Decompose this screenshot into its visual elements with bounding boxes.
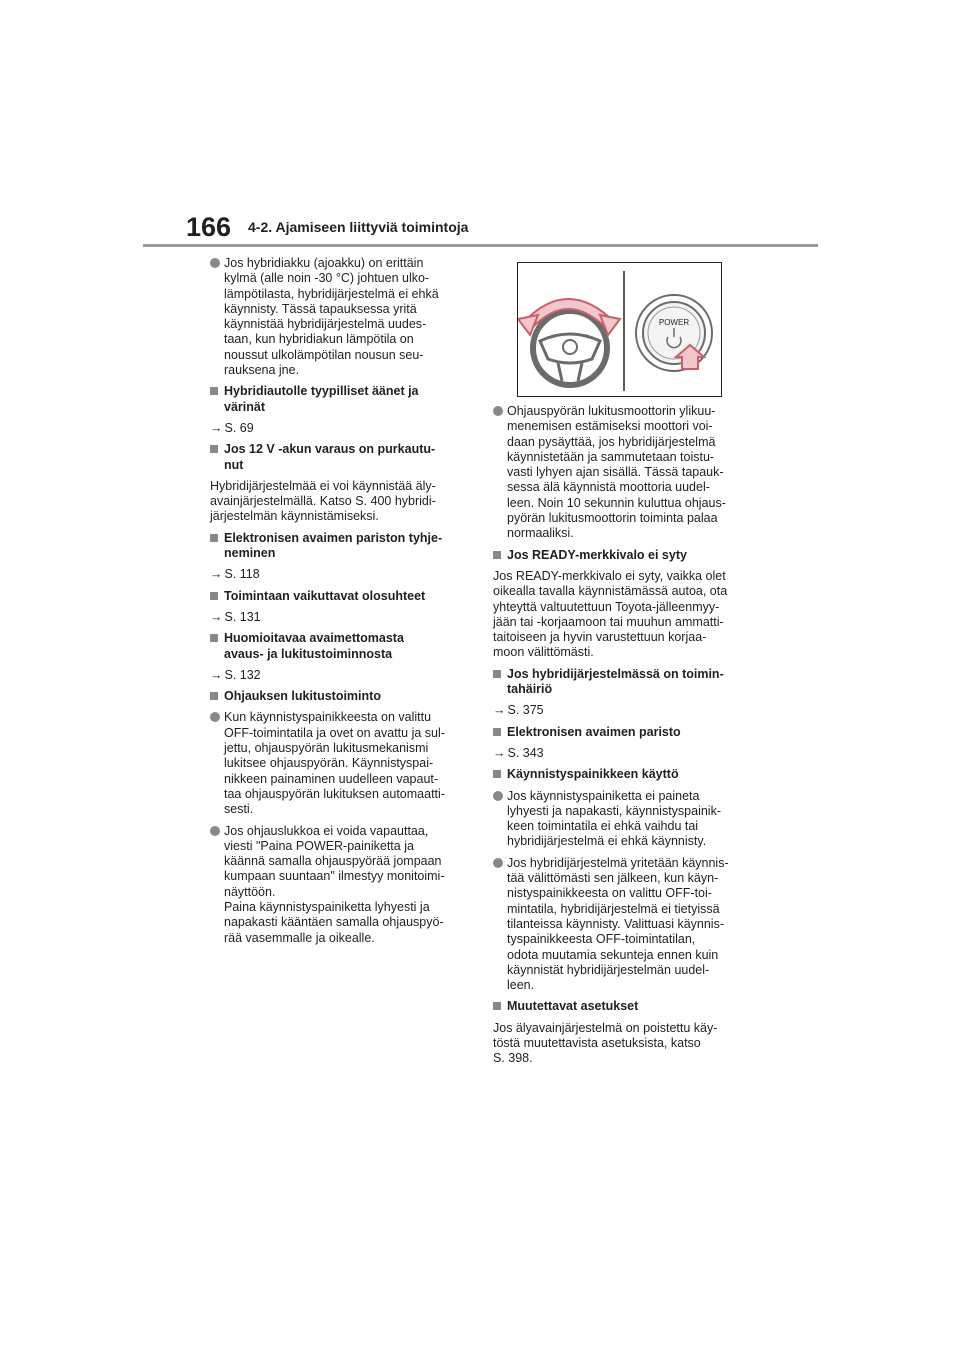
text-line: Toimintaan vaikuttavat olosuhteet [224, 588, 426, 603]
steering-power-illustration [517, 262, 722, 397]
heading-text [507, 725, 751, 740]
bullet-dot-icon [210, 258, 220, 268]
text-line: Jos hybridijärjestelmä yritetään käynnis- [507, 855, 729, 870]
subsection-heading [210, 689, 468, 704]
text-line: OFF-toimintatila ja ovet on avattu ja sul- [224, 725, 445, 740]
text-line: käännä samalla ohjauspyörää jompaan [224, 854, 442, 869]
text-line: Elektronisen avaimen pariston tyhje- [224, 530, 443, 545]
heading-text [224, 531, 468, 562]
text-line: Kun käynnistyspainikkeesta on valittu [224, 710, 432, 725]
text-line: moon välittömästi. [493, 645, 594, 660]
text-line: käynnistää hybridijärjestelmä uudes- [224, 317, 427, 332]
square-marker-icon [493, 670, 501, 678]
square-marker-icon [210, 387, 218, 395]
power-button-icon [636, 295, 712, 371]
arrow-icon: → [210, 420, 223, 435]
text-line: Jos käynnistyspainiketta ei paineta [507, 788, 700, 803]
square-marker-icon [210, 445, 218, 453]
text-line: Hybridijärjestelmää ei voi käynnistää äly- [210, 478, 436, 493]
text-line: tilanteissa käynnisty. Valittuasi käynnis- [507, 916, 724, 931]
text-line: käynnistetään ja sammutetaan toistu- [507, 449, 715, 464]
bullet-item [493, 404, 751, 542]
square-marker-icon [493, 1002, 501, 1010]
illustration-svg [518, 263, 721, 396]
text-line: menemisen estämiseksi moottori voi- [507, 419, 713, 434]
bullet-text [507, 789, 751, 850]
paragraph [493, 569, 751, 661]
text-line: tahäiriö [507, 682, 553, 697]
heading-text [224, 589, 468, 604]
text-line: Jos älyavainjärjestelmä on poistettu käy- [493, 1020, 718, 1035]
text-line: Jos READY-merkkivalo ei syty, vaikka olet [493, 568, 726, 583]
left-column [210, 256, 468, 952]
text-line: S. 398. [493, 1051, 533, 1066]
heading-text [507, 999, 751, 1014]
text-line: Jos hybridiakku (ajoakku) on erittäin [224, 256, 424, 270]
text-line: kylmä (alle noin -30 °C) johtuen ulko- [224, 271, 430, 286]
text-line: hybridijärjestelmä ei ehkä käynnisty. [507, 834, 707, 849]
arrow-icon: → [210, 567, 223, 582]
text-line: Paina käynnistyspainiketta lyhyesti ja [224, 899, 430, 914]
text-line: oikealla tavalla käynnistämässä autoa, ota [493, 584, 728, 599]
arrow-icon: → [210, 609, 223, 624]
text-line: käynnisty. Tässä tapauksessa yritä [224, 301, 417, 316]
right-column [493, 404, 751, 1073]
square-marker-icon [210, 534, 218, 542]
arrow-icon: → [493, 703, 506, 718]
text-line: Ohjauspyörän lukitusmoottorin ylikuu- [507, 404, 716, 418]
text-line: rauksena jne. [224, 363, 300, 378]
page-reference [210, 668, 468, 683]
subsection-heading [493, 725, 751, 740]
text-line: Jos 12 V -akun varaus on purkautu- [224, 442, 436, 457]
subsection-heading [210, 531, 468, 562]
text-line: mintatila, hybridijärjestelmä ei tietyissä [507, 901, 720, 916]
text-line: sesti. [224, 802, 254, 817]
bullet-item [210, 824, 468, 946]
subsection-heading [210, 384, 468, 415]
text-line: taan, kun hybridiakun lämpötila on [224, 332, 414, 347]
page-reference [210, 610, 468, 625]
reference-text: S. 131 [224, 609, 261, 624]
square-marker-icon [493, 551, 501, 559]
bullet-text [507, 856, 751, 994]
power-label: POWER [658, 318, 690, 327]
text-line: tyspainikkeesta OFF-toimintatilan, [507, 932, 696, 947]
text-line: lämpötilasta, hybridijärjestelmä ei ehkä [224, 286, 439, 301]
bullet-text [507, 404, 751, 542]
text-line: noussut ulkolämpötilan nousun seu- [224, 347, 424, 362]
text-line: Ohjauksen lukitustoiminto [224, 689, 381, 704]
bullet-item [210, 256, 468, 378]
subsection-heading [210, 589, 468, 604]
bullet-item [493, 789, 751, 850]
square-marker-icon [493, 770, 501, 778]
text-line: töstä muutettavista asetuksista, katso [493, 1035, 701, 1050]
text-line: järjestelmän käynnistämiseksi. [210, 509, 379, 524]
square-marker-icon [493, 728, 501, 736]
heading-text [224, 442, 468, 473]
bullet-dot-icon [493, 791, 503, 801]
heading-text [224, 631, 468, 662]
text-line: taitoiseen ja hyvin varustettuun korjaa- [493, 630, 707, 645]
reference-text: S. 343 [507, 745, 544, 760]
header-rule [143, 244, 818, 247]
bullet-text [224, 710, 468, 817]
bullet-dot-icon [210, 826, 220, 836]
text-line: leen. Noin 10 sekunnin kuluttua ohjaus- [507, 495, 726, 510]
heading-text [507, 667, 751, 698]
text-line: pyörän lukitusmoottorin toiminta palaa [507, 511, 718, 526]
subsection-heading [493, 667, 751, 698]
bullet-dot-icon [493, 406, 503, 416]
text-line: daan pysäyttää, jos hybridijärjestelmä [507, 434, 716, 449]
text-line: värinät [224, 399, 265, 414]
reference-text: S. 118 [224, 567, 260, 582]
text-line: taa ohjauspyörän lukituksen automaatti- [224, 786, 445, 801]
bullet-dot-icon [210, 712, 220, 722]
text-line: keen toimintatila ei ehkä vaihdu tai [507, 819, 699, 834]
page-reference [493, 703, 751, 718]
text-line: Elektronisen avaimen paristo [507, 724, 681, 739]
page-reference [210, 421, 468, 436]
square-marker-icon [210, 692, 218, 700]
text-line: Käynnistyspainikkeen käyttö [507, 767, 679, 782]
page-reference [493, 746, 751, 761]
text-line: viesti "Paina POWER-painiketta ja [224, 838, 414, 853]
text-line: yhteyttä valtuutettuun Toyota-jälleenmyy- [493, 599, 720, 614]
text-line: odota muutamia sekunteja ennen kuin [507, 947, 719, 962]
text-line: tää välittömästi sen jälkeen, kun käyn- [507, 871, 719, 886]
arrow-icon: → [210, 667, 223, 682]
text-line: nikkeen painaminen uudelleen vapaut- [224, 771, 439, 786]
arrow-icon: → [493, 745, 506, 760]
page-reference [210, 567, 468, 582]
heading-text [224, 689, 468, 704]
text-line: lyhyesti ja napakasti, käynnistyspainik- [507, 803, 721, 818]
section-title: 4-2. Ajamiseen liittyviä toimintoja [248, 219, 469, 235]
bullet-item [210, 710, 468, 817]
text-line: Jos READY-merkkivalo ei syty [507, 547, 687, 562]
text-line: Jos ohjauslukkoa ei voida vapauttaa, [224, 823, 429, 838]
text-line: kumpaan suuntaan" ilmestyy monitoimi- [224, 869, 445, 884]
heading-text [224, 384, 468, 415]
text-line: lukitsee ohjauspyörän. Käynnistyspai- [224, 756, 434, 771]
bullet-dot-icon [493, 858, 503, 868]
heading-text [507, 548, 751, 563]
text-line: vasti lyhyen ajan sisällä. Tässä tapauk- [507, 465, 724, 480]
text-line: näyttöön. [224, 884, 276, 899]
reference-text: S. 69 [224, 420, 254, 435]
text-line: neminen [224, 546, 276, 561]
steering-wheel-icon [533, 311, 607, 385]
bullet-item [493, 856, 751, 994]
text-line: avaus- ja lukitustoiminnosta [224, 646, 393, 661]
text-line: leen. [507, 978, 535, 993]
text-line: käynnistät hybridijärjestelmän uudel- [507, 962, 710, 977]
text-line: nistyspainikkeesta on valittu OFF-toi- [507, 886, 712, 901]
text-line: Jos hybridijärjestelmässä on toimin- [507, 666, 724, 681]
heading-text [507, 767, 751, 782]
text-line: sessa älä käynnistä moottoria uudel- [507, 480, 710, 495]
text-line: Huomioitavaa avaimettomasta [224, 631, 404, 646]
page-number: 166 [186, 212, 232, 242]
paragraph [210, 479, 468, 525]
reference-text: S. 375 [507, 703, 544, 718]
text-line: Hybridiautolle tyypilliset äänet ja [224, 384, 419, 399]
text-line: napakasti kääntäen samalla ohjauspyö- [224, 915, 444, 930]
text-line: normaaliksi. [507, 526, 574, 541]
subsection-heading [493, 767, 751, 782]
subsection-heading [210, 442, 468, 473]
text-line: jettu, ohjauspyörän lukitusmekanismi [224, 741, 429, 756]
subsection-heading [493, 999, 751, 1014]
subsection-heading [210, 631, 468, 662]
bullet-text [224, 256, 468, 378]
bullet-text [224, 824, 468, 946]
square-marker-icon [210, 634, 218, 642]
text-line: avainjärjestelmällä. Katso S. 400 hybridi- [210, 494, 436, 509]
text-line: Muutettavat asetukset [507, 999, 639, 1014]
reference-text: S. 132 [224, 667, 261, 682]
text-line: rää vasemmalle ja oikealle. [224, 930, 375, 945]
text-line: nut [224, 457, 244, 472]
square-marker-icon [210, 592, 218, 600]
subsection-heading [493, 548, 751, 563]
text-line: jään tai -korjaamoon tai muuhun ammatti- [493, 614, 724, 629]
paragraph [493, 1021, 751, 1067]
